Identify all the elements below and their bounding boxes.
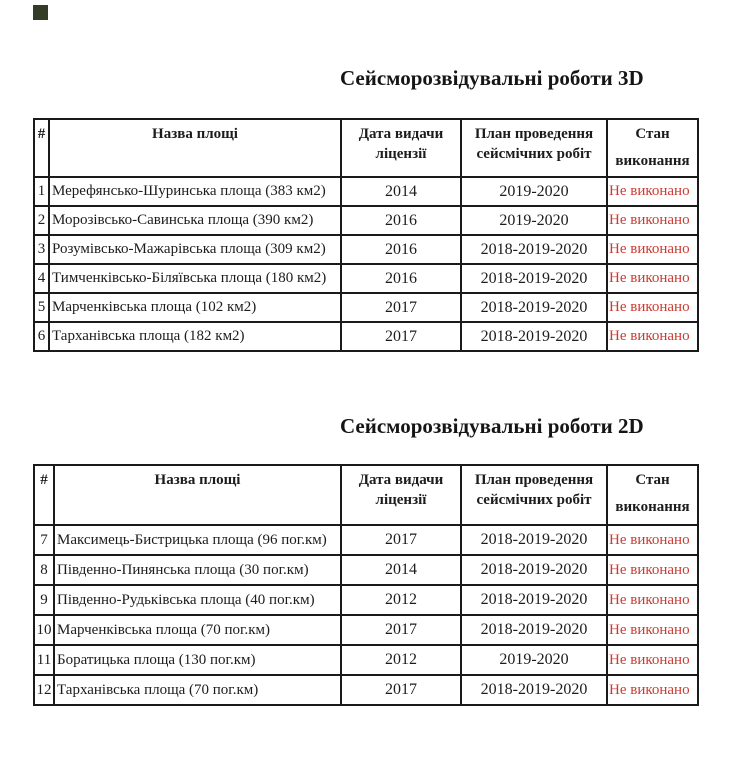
cell-license-year: 2014 xyxy=(341,177,461,206)
header-plan-line2: сейсмічних робіт xyxy=(476,146,592,163)
table-row xyxy=(34,235,698,264)
cell-license-year: 2014 xyxy=(341,555,461,585)
table-header-row xyxy=(34,119,698,177)
header-license-line2: ліцензії xyxy=(375,492,427,509)
cell-num: 9 xyxy=(34,585,54,615)
cell-license-year: 2017 xyxy=(341,293,461,322)
cell-area-name: Максимець-Бистрицька площа (96 пог.км) xyxy=(54,525,341,555)
header-status-line2: виконання xyxy=(615,153,690,170)
header-area-name xyxy=(49,119,341,177)
cell-license-year: 2017 xyxy=(341,322,461,351)
cell-license-year: 2012 xyxy=(341,645,461,675)
cell-num: 10 xyxy=(34,615,54,645)
cell-area-name: Марченківська площа (102 км2) xyxy=(49,293,341,322)
table-row xyxy=(34,322,698,351)
header-num xyxy=(34,465,54,525)
cell-area-name: Південно-Пинянська площа (30 пог.км) xyxy=(54,555,341,585)
cell-plan: 2018-2019-2020 xyxy=(461,235,607,264)
cell-area-name: Тарханівська площа (70 пог.км) xyxy=(54,675,341,705)
table-header-row xyxy=(34,465,698,525)
table-row xyxy=(34,177,698,206)
cell-status: Не виконано xyxy=(607,525,698,555)
scan-artifact-square xyxy=(33,5,48,20)
cell-plan: 2018-2019-2020 xyxy=(461,525,607,555)
header-status xyxy=(607,465,698,525)
seismic-table-2d xyxy=(33,464,699,706)
cell-license-year: 2016 xyxy=(341,264,461,293)
cell-license-year: 2016 xyxy=(341,235,461,264)
cell-plan: 2019-2020 xyxy=(461,645,607,675)
cell-area-name: Боратицька площа (130 пог.км) xyxy=(54,645,341,675)
header-status-line1: Стан xyxy=(635,126,670,142)
header-license-date xyxy=(341,119,461,177)
header-area-name-label: Назва площі xyxy=(152,126,238,142)
cell-license-year: 2012 xyxy=(341,585,461,615)
cell-license-year: 2016 xyxy=(341,206,461,235)
cell-status: Не виконано xyxy=(607,555,698,585)
table-row xyxy=(34,555,698,585)
table-row xyxy=(34,264,698,293)
header-status xyxy=(607,119,698,177)
section-title-2d: Сейсморозвідувальні роботи 2D xyxy=(340,414,644,438)
table-row xyxy=(34,525,698,555)
header-num-label: # xyxy=(40,472,48,488)
cell-area-name: Морозівсько-Савинська площа (390 км2) xyxy=(49,206,341,235)
header-license-line2: ліцензії xyxy=(375,146,427,163)
table-row xyxy=(34,645,698,675)
header-license-line1: Дата видачи xyxy=(358,126,444,142)
header-area-name xyxy=(54,465,341,525)
header-status-line2: виконання xyxy=(615,499,690,516)
cell-status: Не виконано xyxy=(607,206,698,235)
header-plan-line1: План проведення xyxy=(474,472,594,488)
cell-status: Не виконано xyxy=(607,177,698,206)
cell-status: Не виконано xyxy=(607,293,698,322)
cell-plan: 2019-2020 xyxy=(461,206,607,235)
cell-plan: 2018-2019-2020 xyxy=(461,615,607,645)
cell-status: Не виконано xyxy=(607,615,698,645)
cell-area-name: Марченківська площа (70 пог.км) xyxy=(54,615,341,645)
cell-area-name: Тарханівська площа (182 км2) xyxy=(49,322,341,351)
cell-num: 6 xyxy=(34,322,49,351)
cell-status: Не виконано xyxy=(607,235,698,264)
header-plan-line2: сейсмічних робіт xyxy=(476,492,592,509)
cell-license-year: 2017 xyxy=(341,525,461,555)
cell-num: 12 xyxy=(34,675,54,705)
cell-plan: 2018-2019-2020 xyxy=(461,322,607,351)
cell-status: Не виконано xyxy=(607,322,698,351)
cell-plan: 2018-2019-2020 xyxy=(461,264,607,293)
cell-status: Не виконано xyxy=(607,675,698,705)
header-plan-line1: План проведення xyxy=(474,126,594,142)
cell-area-name: Розумівсько-Мажарівська площа (309 км2) xyxy=(49,235,341,264)
cell-area-name: Південно-Рудьківська площа (40 пог.км) xyxy=(54,585,341,615)
cell-num: 8 xyxy=(34,555,54,585)
cell-status: Не виконано xyxy=(607,264,698,293)
cell-plan: 2018-2019-2020 xyxy=(461,585,607,615)
cell-num: 11 xyxy=(34,645,54,675)
table-row xyxy=(34,585,698,615)
section-title-3d: Сейсморозвідувальні роботи 3D xyxy=(340,66,644,90)
cell-plan: 2019-2020 xyxy=(461,177,607,206)
cell-num: 3 xyxy=(34,235,49,264)
table-row xyxy=(34,675,698,705)
cell-license-year: 2017 xyxy=(341,675,461,705)
cell-num: 2 xyxy=(34,206,49,235)
header-num xyxy=(34,119,49,177)
table-row xyxy=(34,206,698,235)
cell-plan: 2018-2019-2020 xyxy=(461,293,607,322)
cell-status: Не виконано xyxy=(607,585,698,615)
header-status-line1: Стан xyxy=(635,472,670,488)
cell-num: 5 xyxy=(34,293,49,322)
cell-status: Не виконано xyxy=(607,645,698,675)
table-row xyxy=(34,615,698,645)
cell-num: 4 xyxy=(34,264,49,293)
header-plan xyxy=(461,465,607,525)
cell-area-name: Мерефянсько-Шуринська площа (383 км2) xyxy=(49,177,341,206)
cell-num: 1 xyxy=(34,177,49,206)
cell-plan: 2018-2019-2020 xyxy=(461,555,607,585)
seismic-table-3d xyxy=(33,118,699,352)
table-row xyxy=(34,293,698,322)
header-area-name-label: Назва площі xyxy=(154,472,241,488)
cell-num: 7 xyxy=(34,525,54,555)
header-license-line1: Дата видачи xyxy=(358,472,444,488)
cell-plan: 2018-2019-2020 xyxy=(461,675,607,705)
header-plan xyxy=(461,119,607,177)
cell-area-name: Тимченківсько-Біляївська площа (180 км2) xyxy=(49,264,341,293)
cell-license-year: 2017 xyxy=(341,615,461,645)
header-num-label: # xyxy=(37,126,46,142)
header-license-date xyxy=(341,465,461,525)
